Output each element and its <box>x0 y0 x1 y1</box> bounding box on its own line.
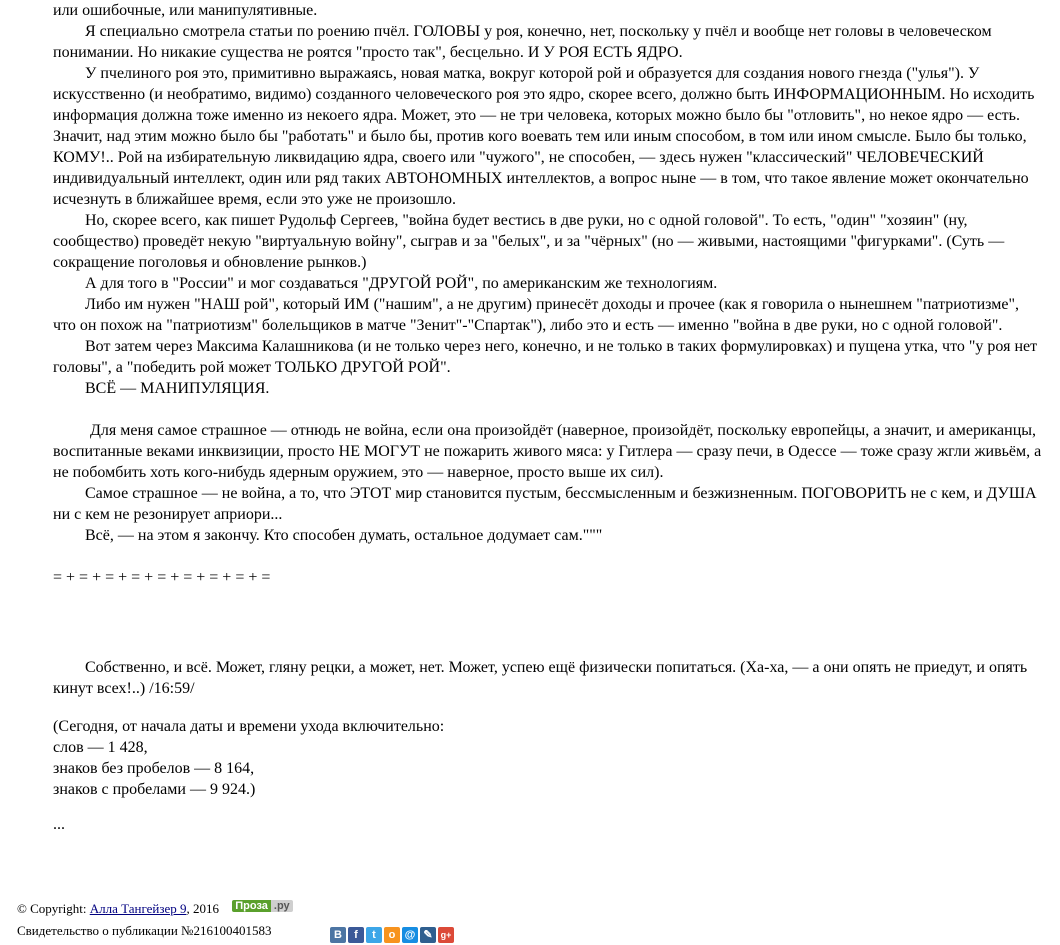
stats-line: знаков с пробелами — 9 924.) <box>53 781 256 798</box>
paragraph: Для меня самое страшное — отнюдь не война, если она произойдёт (наверное, произойдёт, поскольку европейцы, а значит, и американцы, воспитанные веками инквизиции, просто НЕ МОГУТ не пожарить живого мяса: у Гитлера — сразу печи, в Одессе — тоже сразу жгли живьём, а не побомбить хоть кого-нибудь ядерным оружием, это — наверное, просто выше их сил). <box>53 422 1042 481</box>
copyright-line <box>17 898 617 920</box>
paragraph: Вот затем через Максима Калашникова (и не только через него, конечно, и не только в таких формулировках) и пущена утка, что "у роя нет головы", а "победить рой может ТОЛЬКО ДРУГОЙ РОЙ". <box>53 338 1038 376</box>
proza-ru-logo[interactable]: Проза .ру <box>232 898 292 915</box>
paragraph: Но, скорее всего, как пишет Рудольф Сергеев, "война будет вестись в две руки, но с одной головой". То есть, "один" "хозяин" (ну, сообщество) проведёт некую "виртуальную войну", сыграв и за "белых", и за "чёрных" (но — живыми, настоящими "фигурками". (Суть — сокращение поголовья и обновление рынков.) <box>53 212 1005 271</box>
paragraph: Всё, — на этом я закончу. Кто способен думать, остальное додумает сам.""" <box>85 527 603 544</box>
ellipsis: ... <box>53 816 65 833</box>
odnoklassniki-icon[interactable]: о <box>384 927 400 943</box>
twitter-icon[interactable]: t <box>366 927 382 943</box>
mailru-icon[interactable]: @ <box>402 927 418 943</box>
copyright-year: , 2016 <box>186 901 219 916</box>
paragraph: Я специально смотрела статьи по роению пчёл. ГОЛОВЫ у роя, конечно, нет, поскольку у пчёл и вообще нет головы в человеческом понимании. Но никакие существа не роятся "просто так", бесцельно. И У РОЯ ЕСТЬ ЯДРО. <box>53 23 992 61</box>
googleplus-icon[interactable]: g+ <box>438 927 454 943</box>
stats-line: слов — 1 428, <box>53 739 148 756</box>
paragraph: А для того в "России" и мог создаваться "ДРУГОЙ РОЙ", по американским же технологиям. <box>85 275 718 292</box>
author-link[interactable]: Алла Тангейзер 9 <box>89 901 187 916</box>
stats-line: знаков без пробелов — 8 164, <box>53 760 255 777</box>
vk-icon[interactable]: В <box>330 927 346 943</box>
copyright-prefix: © Copyright: <box>17 901 90 916</box>
paragraph: У пчелиного роя это, примитивно выражаясь, новая матка, вокруг которой рой и образуется для создания нового гнезда ("улья"). У искусственно (и необратимо, видимо) созданного человеческого роя это ядро, скорее всего, должно быть ИНФОРМАЦИОННЫМ. Но исходить информация должна тоже именно из некоего ядра. Может, это — не три человека, которых можно было бы "отловить", но некое ядро — есть. Значит, над этим можно было бы "работать" и было бы, против кого воевать тем или иным способом, в том или ином смысле. Было бы только, КОМУ!.. Рой на избирательную ликвидацию ядра, своего или "чужого", не способен, — здесь нужен "классический" ЧЕЛОВЕЧЕСКИЙ индивидуальный интеллект, один или ряд таких АВТОНОМНЫХ интеллектов, а вопрос ныне — в том, что такое явление может окончательно исчезнуть в ближайшее время, если это уже не произошло. <box>53 65 1035 208</box>
footer <box>17 898 617 942</box>
certificate-line: Свидетельство о публикации №216100401583 <box>17 923 272 938</box>
paragraph: Собственно, и всё. Может, гляну рецки, а может, нет. Может, успею ещё физически попитаться. (Ха-ха, — а они опять не приедут, и опять кинут всех!..) /16:59/ <box>53 659 1028 697</box>
paragraph: или ошибочные, или манипулятивные. <box>53 2 318 19</box>
facebook-icon[interactable]: f <box>348 927 364 943</box>
share-buttons <box>330 927 456 945</box>
stats-line: (Сегодня, от начала даты и времени ухода включительно: <box>53 718 445 735</box>
article-body <box>53 0 1043 835</box>
section-divider: = + = + = + = + = + = + = + = + = <box>53 569 271 586</box>
paragraph: Либо им нужен "НАШ рой", который ИМ ("нашим", а не другим) принесёт доходы и прочее (как я говорила о нынешнем "патриотизме", что он похож на "патриотизм" болельщиков в матче "Зенит"-"Спартак"), либо это и есть — именно "война в две руки, но с одной головой". <box>53 296 1020 334</box>
paragraph: Самое страшное — не война, а то, что ЭТОТ мир становится пустым, бессмысленным и безжизненным. ПОГОВОРИТЬ не с кем, и ДУША ни с кем не резонирует априори... <box>53 485 1037 523</box>
livejournal-icon[interactable]: ✎ <box>420 927 436 943</box>
paragraph: ВСЁ — МАНИПУЛЯЦИЯ. <box>85 380 270 397</box>
